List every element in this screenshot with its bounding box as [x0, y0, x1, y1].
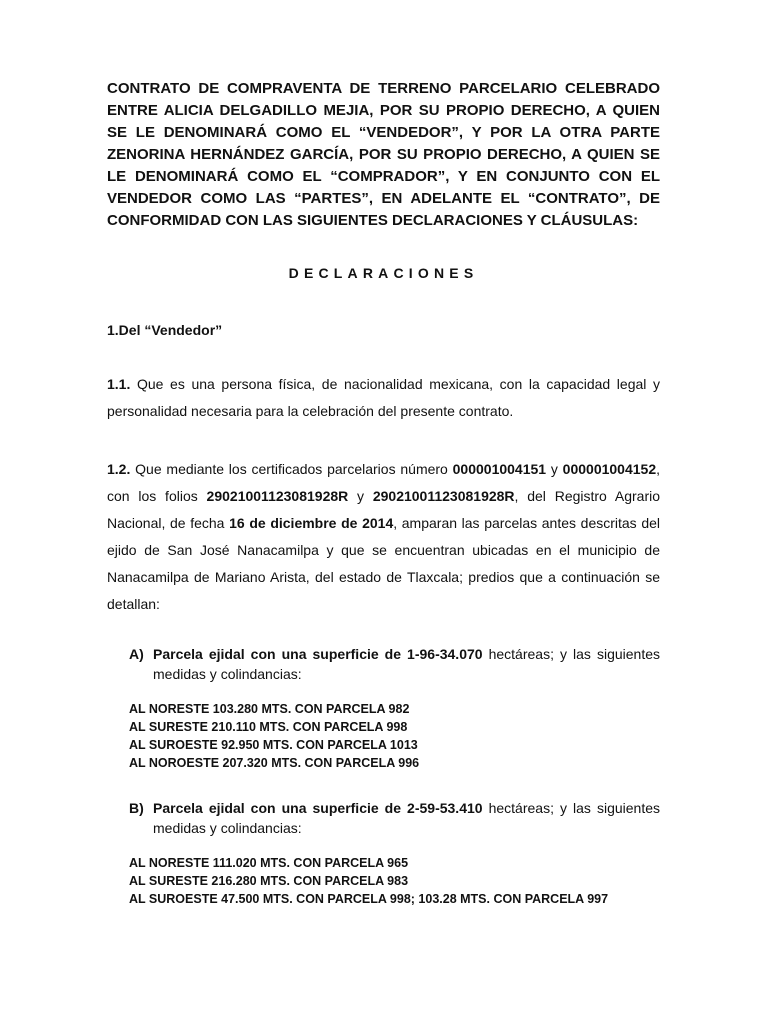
folio-number: 29021001123081928R [372, 488, 515, 504]
contract-title: CONTRATO DE COMPRAVENTA DE TERRENO PARCELARIO CELEBRADO ENTRE ALICIA DELGADILLO MEJIA, POR SU PROPIO DERECHO, A QUIEN SE LE DENOMINARÁ COMO EL “VENDEDOR”, Y POR LA OTRA PARTE ZENORINA HERNÁNDEZ GARCÍA, POR SU PROPIO DERECHO, A QUIEN SE LE DENOMINARÁ COMO EL “COMPRADOR”, Y EN CONJUNTO CON EL VENDEDOR COMO LAS “PARTES”, EN ADELANTE EL “CONTRATO”, DE CONFORMIDAD CON LAS SIGUIENTES DECLARACIONES Y CLÁUSULAS: [107, 80, 660, 229]
clause-1-1 [107, 371, 660, 425]
registry-date: 16 de diciembre de 2014 [229, 515, 394, 531]
clause-number: 1.2. [107, 461, 131, 477]
parcel-a [107, 644, 660, 684]
clause-text: Que mediante los certificados parcelarios número [130, 461, 453, 477]
parcel-surface: Parcela ejidal con una superficie de 2-59-53.410 [153, 800, 483, 816]
parcel-surface: Parcela ejidal con una superficie de 1-96-34.070 [153, 646, 483, 662]
boundary-line: AL NORESTE 103.280 MTS. CON PARCELA 982 [129, 702, 410, 716]
document-page [107, 78, 660, 908]
boundary-line: AL NORESTE 111.020 MTS. CON PARCELA 965 [129, 856, 409, 870]
boundary-line: AL NOROESTE 207.320 MTS. CON PARCELA 996 [129, 756, 420, 770]
parcel-description: hectáreas; y las siguientes medidas y colindancias: [153, 800, 660, 836]
clause-text: , con los folios [107, 461, 660, 504]
section-heading-declaraciones: DECLARACIONES [288, 265, 479, 281]
clause-1-2 [107, 456, 660, 618]
boundary-line: AL SUROESTE 47.500 MTS. CON PARCELA 998; 103.28 MTS. CON PARCELA 997 [129, 892, 609, 906]
parcel-a-boundaries [129, 700, 660, 772]
parcel-description: hectáreas; y las siguientes medidas y colindancias: [153, 646, 660, 682]
clause-number: 1.1. [107, 376, 131, 392]
clause-text: Que es una persona física, de nacionalidad mexicana, con la capacidad legal y personalidad necesaria para la celebración del presente contrato. [107, 376, 660, 419]
folio-number: 29021001123081928R [206, 488, 349, 504]
clause-text: y [348, 488, 373, 504]
list-marker: B) [129, 800, 144, 816]
parcel-b-boundaries [129, 854, 660, 908]
boundary-line: AL SURESTE 210.110 MTS. CON PARCELA 998 [129, 720, 408, 734]
boundary-line: AL SURESTE 216.280 MTS. CON PARCELA 983 [129, 874, 409, 888]
parcel-b [107, 798, 660, 838]
list-marker: A) [129, 646, 144, 662]
boundary-line: AL SUROESTE 92.950 MTS. CON PARCELA 1013 [129, 738, 418, 752]
clause-text: , del Registro Agrario Nacional, de fecha [107, 488, 660, 531]
certificate-number: 000001004152 [562, 461, 657, 477]
clause-text: y [546, 461, 563, 477]
certificate-number: 000001004151 [452, 461, 547, 477]
clause-text: , amparan las parcelas antes descritas del ejido de San José Nanacamilpa y que se encuentran ubicadas en el municipio de Nanacamilpa de Mariano Arista, del estado de Tlaxcala; predios que a continuación se detallan: [107, 515, 661, 612]
sub-heading-vendedor: 1.Del “Vendedor” [107, 322, 223, 338]
